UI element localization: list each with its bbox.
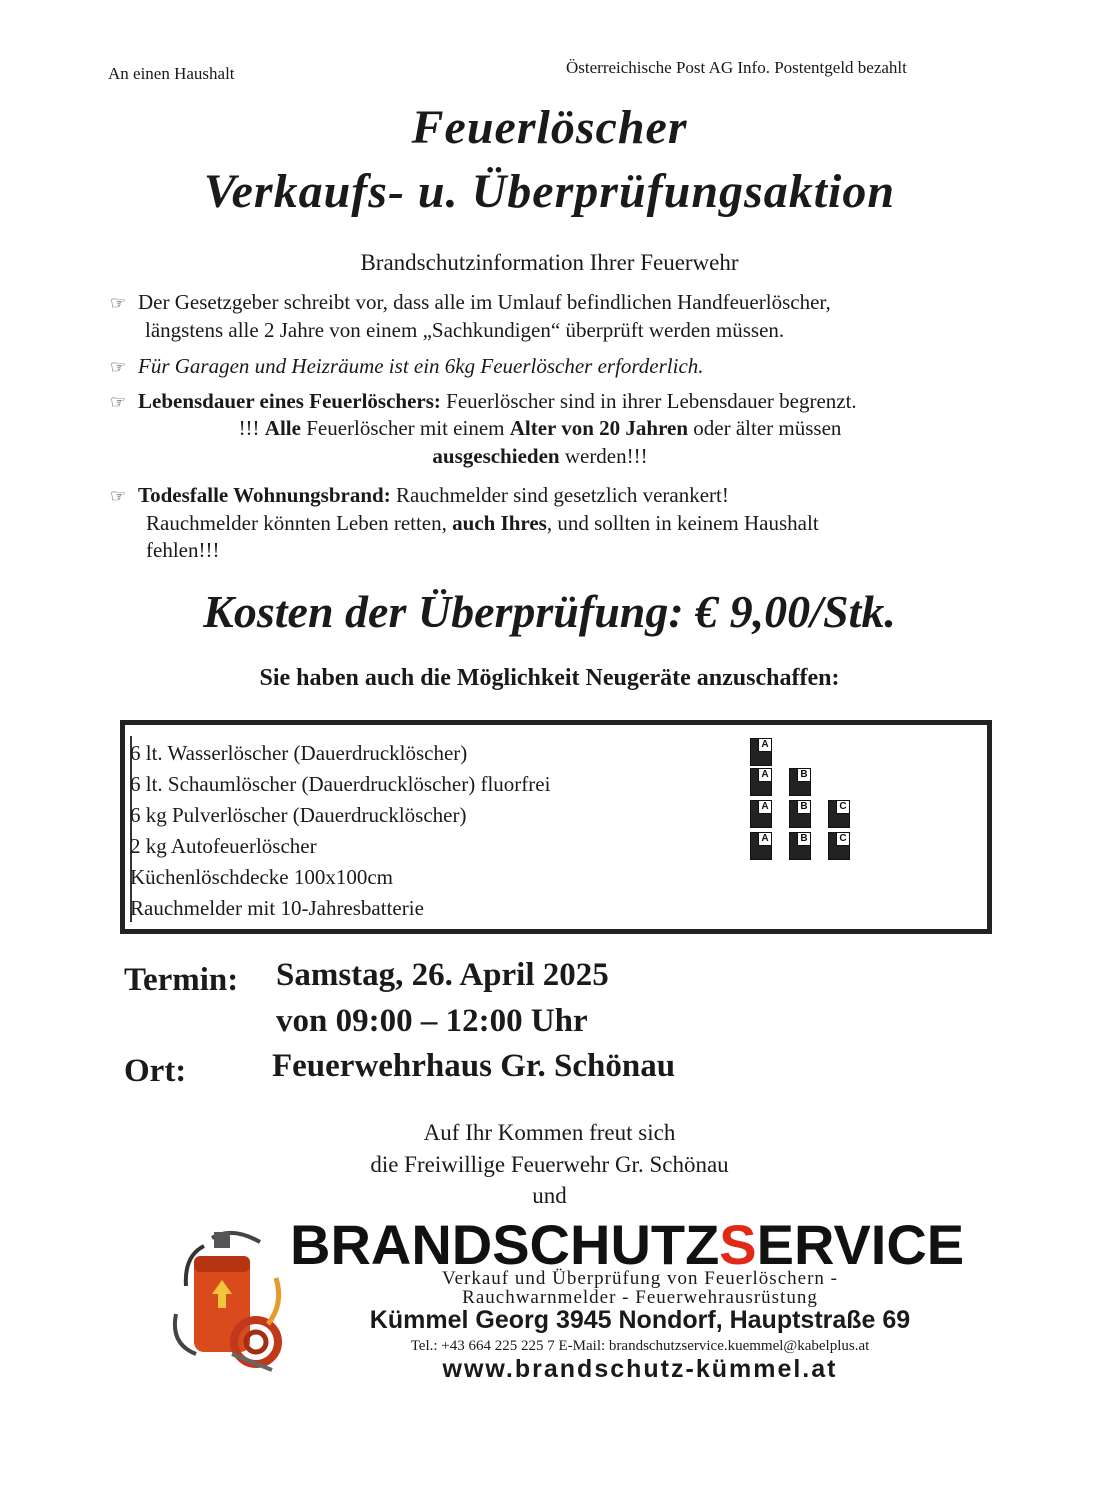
- bullet-law: [110, 289, 831, 344]
- brand-name-part: BRANDSCHUTZ: [290, 1213, 720, 1276]
- brand-website[interactable]: www.brandschutz-kümmel.at: [442, 1355, 838, 1383]
- bullet-law-line-1: Der Gesetzgeber schreibt vor, dass alle im Umlauf befindlichen Handfeuerlöscher,: [138, 290, 831, 314]
- termin-time: von 09:00 – 12:00 Uhr: [276, 1003, 588, 1039]
- ort-value: Feuerwehrhaus Gr. Schönau: [272, 1048, 676, 1084]
- brand-tagline-2: Rauchwarnmelder - Feuerwehrausrüstung: [462, 1287, 818, 1308]
- lifetime-line-2: !!! Alle Feuerlöscher mit einem Alter von 20 Jahren oder älter müssen: [238, 416, 842, 440]
- product-item: 6 lt. Schaumlöscher (Dauerdrucklöscher) fluorfrei: [130, 772, 551, 796]
- bullet-garage-text: Für Garagen und Heizräume ist ein 6kg Feuerlöscher erforderlich.: [138, 354, 704, 378]
- subtitle: Brandschutzinformation Ihrer Feuerwehr: [360, 250, 739, 275]
- brand-name-red-letter: S: [719, 1213, 757, 1276]
- pointing-hand-icon: ☞: [110, 392, 127, 412]
- lifetime-heading: Lebensdauer eines Feuerlöschers:: [138, 389, 441, 413]
- closing-line-1: Auf Ihr Kommen freut sich: [423, 1120, 676, 1145]
- bullet-law-line-2: längstens alle 2 Jahre von einem „Sachkundigen“ überprüft werden müssen.: [145, 318, 785, 342]
- brand-name-part: ERVICE: [756, 1213, 965, 1276]
- lifetime-text: Feuerlöscher sind in ihrer Lebensdauer begrenzt.: [440, 389, 857, 413]
- product-item: 6 kg Pulverlöscher (Dauerdrucklöscher): [130, 803, 467, 827]
- pointing-hand-icon: ☞: [110, 293, 127, 313]
- bullet-lifetime: [110, 388, 857, 416]
- fire-class-a-icon: A: [750, 800, 772, 828]
- inspection-price: Kosten der Überprüfung: € 9,00/Stk.: [203, 586, 896, 637]
- closing-line-3: und: [532, 1183, 567, 1208]
- fire-class-c-icon: C: [828, 832, 850, 860]
- ort-label: Ort:: [124, 1053, 187, 1089]
- product-item: 6 lt. Wasserlöscher (Dauerdrucklöscher): [130, 741, 468, 765]
- addressee-line: An einen Haushalt: [108, 64, 235, 83]
- fire-class-b-icon: B: [789, 800, 811, 828]
- product-list: [130, 738, 550, 924]
- bullet-smoke-alarm: ☞ Todesfalle Wohnungsbrand: Rauchmelder sind gesetzlich verankert! Rauchmelder könnten Leben retten, auch Ihres, und sollten in keinem Haushalt fehlen!!!: [110, 483, 819, 562]
- pointing-hand-icon: ☞: [110, 486, 127, 506]
- title-line-1: Feuerlöscher: [411, 101, 688, 154]
- product-item: Küchenlöschdecke 100x100cm: [130, 865, 394, 889]
- brand-contact: Tel.: +43 664 225 225 7 E-Mail: brandschutzservice.kuemmel@kabelplus.at: [410, 1338, 870, 1354]
- new-devices-heading: Sie haben auch die Möglichkeit Neugeräte anzuschaffen:: [259, 665, 840, 691]
- smoke-text: Rauchmelder sind gesetzlich verankert!: [390, 483, 729, 507]
- postage-line: Österreichische Post AG Info. Postentgeld bezahlt: [566, 58, 907, 77]
- fire-class-a-icon: A: [750, 768, 772, 796]
- termin-label: Termin:: [124, 962, 239, 998]
- product-item: 2 kg Autofeuerlöscher: [130, 834, 317, 858]
- smoke-heading: Todesfalle Wohnungsbrand:: [138, 483, 391, 507]
- fire-class-c-icon: C: [828, 800, 850, 828]
- fire-class-b-icon: B: [789, 832, 811, 860]
- product-item: Rauchmelder mit 10-Jahresbatterie: [130, 896, 424, 920]
- pointing-hand-icon: ☞: [110, 357, 127, 377]
- closing-line-2: die Freiwillige Feuerwehr Gr. Schönau: [370, 1152, 729, 1177]
- fire-class-a-icon: A: [750, 832, 772, 860]
- bullet-garage: [110, 353, 704, 381]
- fire-class-a-icon: A: [750, 738, 772, 766]
- brand-address: Kümmel Georg 3945 Nondorf, Hauptstraße 69: [369, 1306, 911, 1334]
- lifetime-line-3: ausgeschieden werden!!!: [432, 444, 648, 468]
- fire-class-b-icon: B: [789, 768, 811, 796]
- brand-tagline-1: Verkauf und Überprüfung von Feuerlöschern -: [442, 1268, 838, 1289]
- title-line-2: Verkaufs- u. Überprüfungsaktion: [203, 165, 896, 218]
- termin-date: Samstag, 26. April 2025: [276, 957, 609, 993]
